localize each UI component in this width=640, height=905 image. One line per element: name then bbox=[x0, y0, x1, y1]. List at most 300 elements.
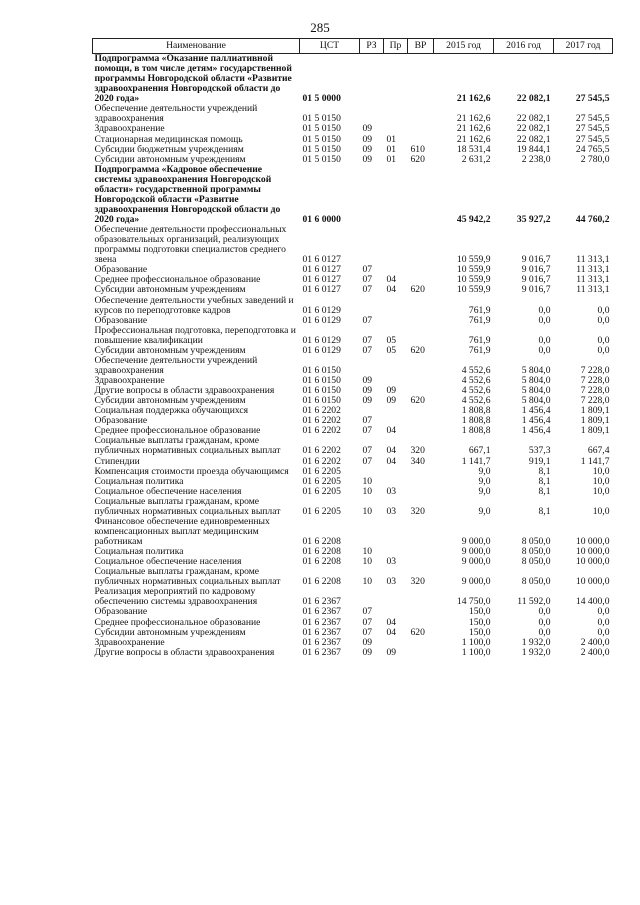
cell-2017: 14 400,0 bbox=[575, 596, 610, 608]
cell-2015: 21 162,6 bbox=[456, 133, 491, 145]
cell-pr bbox=[384, 587, 408, 607]
table-row bbox=[93, 356, 613, 376]
cell-pr: 01 bbox=[386, 133, 397, 145]
cell-vr: 340 bbox=[410, 455, 425, 467]
cell-2016: 5 804,0 bbox=[521, 385, 551, 397]
cell-name: Здравоохранение bbox=[94, 375, 165, 386]
cell-2015: 4 552,6 bbox=[461, 364, 491, 376]
cell-cst: 01 6 2367 bbox=[302, 596, 341, 608]
cell-2017: 10,0 bbox=[592, 505, 610, 517]
cell-vr bbox=[408, 165, 434, 225]
cell-name: Подпрограмма «Оказание паллиативной помощи, в том числе детям» государственной программы Новгородской области «Развитие здравоохранения Новгородской области до 2020 года» bbox=[94, 53, 292, 105]
cell-cst: 01 6 0150 bbox=[302, 364, 341, 376]
table-row bbox=[93, 497, 613, 517]
cell-pr bbox=[384, 165, 408, 225]
cell-vr bbox=[408, 124, 434, 134]
cell-2015: 2 631,2 bbox=[461, 153, 491, 165]
cell-2015: 1 100,0 bbox=[461, 646, 491, 658]
cell-name: Обеспечение деятельности учебных заведений и курсов по переподготовке кадров bbox=[94, 294, 294, 316]
cell-vr: 610 bbox=[410, 143, 425, 155]
cell-pr: 04 bbox=[386, 284, 397, 296]
table-body bbox=[93, 54, 613, 658]
cell-cst: 01 6 2208 bbox=[302, 546, 341, 558]
cell-rz: 07 bbox=[362, 425, 373, 437]
cell-vr bbox=[408, 416, 434, 426]
cell-cst: 01 5 0150 bbox=[302, 133, 341, 145]
cell-2017: 1 809,1 bbox=[580, 425, 610, 437]
cell-vr bbox=[408, 316, 434, 326]
cell-2017: 2 780,0 bbox=[580, 153, 610, 165]
cell-2017: 11 313,1 bbox=[576, 264, 610, 276]
cell-rz: 10 bbox=[362, 505, 373, 517]
cell-rz bbox=[360, 165, 384, 225]
cell-name: Среднее профессиональное образование bbox=[94, 425, 261, 437]
cell-cst: 01 6 0129 bbox=[302, 314, 341, 326]
cell-2016: 8 050,0 bbox=[521, 536, 551, 547]
page-number: 285 bbox=[310, 20, 330, 35]
cell-2015: 9 000,0 bbox=[461, 546, 491, 558]
table-row bbox=[93, 648, 613, 658]
cell-pr: 04 bbox=[386, 455, 397, 467]
cell-name: Образование bbox=[94, 314, 148, 326]
cell-2016: 9 016,7 bbox=[521, 274, 551, 286]
cell-2015: 4 552,6 bbox=[461, 395, 491, 407]
cell-pr: 03 bbox=[386, 505, 397, 517]
cell-2016: 919,1 bbox=[528, 455, 551, 467]
cell-2017: 10 000,0 bbox=[575, 546, 610, 558]
cell-cst: 01 6 0000 bbox=[302, 214, 341, 225]
cell-2017: 0,0 bbox=[597, 606, 610, 618]
cell-cst: 01 5 0150 bbox=[302, 153, 341, 165]
cell-rz: 07 bbox=[362, 415, 373, 427]
cell-pr bbox=[384, 517, 408, 547]
cell-cst: 01 6 0127 bbox=[302, 274, 341, 286]
cell-cst: 01 6 0150 bbox=[302, 395, 341, 407]
cell-name: Субсидии автономным учреждениям bbox=[94, 153, 246, 165]
cell-name: Социальные выплаты гражданам, кроме публичных нормативных социальных выплат bbox=[94, 495, 281, 517]
cell-cst: 01 6 2202 bbox=[302, 455, 341, 467]
cell-2016: 5 804,0 bbox=[521, 395, 551, 407]
cell-pr bbox=[384, 467, 408, 477]
cell-2017: 2 400,0 bbox=[580, 636, 610, 648]
table-row bbox=[93, 607, 613, 617]
cell-pr: 09 bbox=[386, 395, 397, 407]
table-header-row bbox=[93, 39, 613, 54]
cell-2016: 0,0 bbox=[538, 304, 551, 316]
cell-vr bbox=[408, 648, 434, 658]
cell-cst: 01 6 0127 bbox=[302, 264, 341, 276]
cell-vr bbox=[408, 557, 434, 567]
cell-2017: 11 313,1 bbox=[576, 284, 610, 296]
header-rz: РЗ bbox=[360, 39, 384, 54]
cell-pr: 03 bbox=[386, 576, 397, 588]
cell-name: Социальное обеспечение населения bbox=[94, 485, 242, 497]
cell-2015: 1 141,7 bbox=[461, 455, 491, 467]
table-row bbox=[93, 436, 613, 456]
cell-pr bbox=[384, 356, 408, 376]
cell-2015: 9,0 bbox=[478, 475, 491, 487]
cell-vr bbox=[408, 225, 434, 265]
cell-name: Субсидии автономным учреждениям bbox=[94, 344, 246, 356]
cell-2015: 761,9 bbox=[468, 314, 491, 326]
table-row bbox=[93, 567, 613, 587]
cell-cst: 01 6 2208 bbox=[302, 556, 341, 568]
cell-pr: 09 bbox=[386, 646, 397, 658]
cell-vr bbox=[408, 406, 434, 416]
cell-pr: 03 bbox=[386, 485, 397, 497]
cell-2015: 10 559,9 bbox=[456, 284, 491, 296]
cell-rz: 07 bbox=[362, 334, 373, 346]
cell-name: Реализация мероприятий по кадровому обеспечению системы здравоохранения bbox=[94, 586, 258, 608]
cell-name: Социальные выплаты гражданам, кроме публичных нормативных социальных выплат bbox=[94, 435, 281, 457]
cell-pr bbox=[384, 104, 408, 124]
cell-2015: 761,9 bbox=[468, 334, 491, 346]
cell-vr bbox=[408, 265, 434, 275]
table-row bbox=[93, 517, 613, 547]
cell-2015: 14 750,0 bbox=[456, 596, 491, 608]
cell-2017: 7 228,0 bbox=[580, 395, 610, 407]
cell-cst: 01 6 2208 bbox=[302, 576, 341, 588]
table-row bbox=[93, 225, 613, 265]
cell-rz: 07 bbox=[362, 314, 373, 326]
cell-vr bbox=[408, 326, 434, 346]
cell-cst: 01 6 2205 bbox=[302, 465, 341, 477]
table-row bbox=[93, 285, 613, 295]
cell-2016: 22 082,1 bbox=[516, 113, 551, 125]
cell-cst: 01 6 2367 bbox=[302, 646, 341, 658]
cell-2016: 1 456,4 bbox=[521, 405, 551, 417]
cell-2017: 10,0 bbox=[592, 485, 610, 497]
cell-2015: 10 559,9 bbox=[456, 264, 491, 276]
cell-rz: 10 bbox=[362, 485, 373, 497]
cell-vr bbox=[408, 467, 434, 477]
cell-2015: 9 000,0 bbox=[461, 576, 491, 588]
cell-2016: 0,0 bbox=[538, 314, 551, 326]
cell-2016: 8 050,0 bbox=[521, 556, 551, 568]
cell-2016: 8,1 bbox=[538, 485, 551, 497]
cell-rz: 09 bbox=[362, 395, 373, 407]
cell-rz bbox=[360, 587, 384, 607]
cell-pr: 05 bbox=[386, 344, 397, 356]
cell-rz bbox=[360, 104, 384, 124]
cell-2017: 27 545,5 bbox=[575, 93, 610, 105]
cell-2015: 761,9 bbox=[468, 344, 491, 356]
cell-vr bbox=[408, 547, 434, 557]
cell-pr: 01 bbox=[386, 143, 397, 155]
cell-rz: 07 bbox=[362, 626, 373, 638]
cell-2015: 4 552,6 bbox=[461, 375, 491, 386]
cell-2015: 9,0 bbox=[478, 465, 491, 477]
cell-vr: 620 bbox=[410, 153, 425, 165]
cell-2015: 9,0 bbox=[478, 485, 491, 497]
cell-cst: 01 6 2205 bbox=[302, 485, 341, 497]
cell-2017: 1 141,7 bbox=[580, 455, 610, 467]
cell-2015: 1 808,8 bbox=[461, 415, 491, 427]
table-row bbox=[93, 326, 613, 346]
cell-cst: 01 6 0127 bbox=[302, 284, 341, 296]
cell-cst: 01 6 0129 bbox=[302, 304, 341, 316]
cell-vr bbox=[408, 487, 434, 497]
cell-vr: 320 bbox=[410, 576, 425, 588]
cell-rz bbox=[360, 356, 384, 376]
cell-vr bbox=[408, 426, 434, 436]
table-row bbox=[93, 54, 613, 105]
cell-2016: 537,3 bbox=[528, 445, 551, 457]
cell-rz: 07 bbox=[362, 274, 373, 286]
cell-2015: 1 808,8 bbox=[461, 425, 491, 437]
cell-2015: 4 552,6 bbox=[461, 385, 491, 397]
cell-2016: 0,0 bbox=[538, 606, 551, 618]
cell-2015: 18 531,4 bbox=[456, 143, 491, 155]
cell-2015: 1 100,0 bbox=[461, 636, 491, 648]
cell-rz: 09 bbox=[362, 143, 373, 155]
cell-cst: 01 6 0129 bbox=[302, 344, 341, 356]
cell-rz: 09 bbox=[362, 123, 373, 135]
cell-rz: 09 bbox=[362, 153, 373, 165]
cell-pr bbox=[384, 607, 408, 617]
cell-2015: 150,0 bbox=[468, 616, 491, 628]
cell-2016: 22 082,1 bbox=[516, 93, 551, 105]
cell-name: Образование bbox=[94, 606, 148, 618]
cell-cst: 01 5 0150 bbox=[302, 113, 341, 125]
cell-2017: 0,0 bbox=[597, 314, 610, 326]
cell-rz: 09 bbox=[362, 646, 373, 658]
cell-vr bbox=[408, 376, 434, 386]
cell-2017: 0,0 bbox=[597, 304, 610, 316]
cell-pr bbox=[384, 124, 408, 134]
cell-2016: 1 456,4 bbox=[521, 415, 551, 427]
cell-rz bbox=[360, 296, 384, 316]
header-2016: 2016 год bbox=[494, 39, 554, 54]
cell-2017: 11 313,1 bbox=[576, 254, 610, 266]
cell-name: Здравоохранение bbox=[94, 636, 165, 648]
header-vr: ВР bbox=[408, 39, 434, 54]
cell-pr: 04 bbox=[386, 616, 397, 628]
cell-name: Образование bbox=[94, 264, 148, 276]
cell-cst: 01 6 2367 bbox=[302, 626, 341, 638]
cell-cst: 01 6 2367 bbox=[302, 636, 341, 648]
cell-pr: 05 bbox=[386, 334, 397, 346]
cell-cst: 01 6 0150 bbox=[302, 375, 341, 386]
cell-2017: 10 000,0 bbox=[575, 556, 610, 568]
cell-cst: 01 6 2202 bbox=[302, 405, 341, 417]
cell-2017: 7 228,0 bbox=[580, 385, 610, 397]
cell-rz: 09 bbox=[362, 133, 373, 145]
cell-2016: 5 804,0 bbox=[521, 375, 551, 386]
cell-cst: 01 6 2202 bbox=[302, 425, 341, 437]
cell-rz: 07 bbox=[362, 344, 373, 356]
cell-2017: 11 313,1 bbox=[576, 274, 610, 286]
cell-pr: 04 bbox=[386, 274, 397, 286]
cell-2015: 150,0 bbox=[468, 626, 491, 638]
cell-2016: 1 456,4 bbox=[521, 425, 551, 437]
cell-2015: 150,0 bbox=[468, 606, 491, 618]
cell-name: Обеспечение деятельности учреждений здравоохранения bbox=[94, 354, 258, 376]
cell-name: Подпрограмма «Кадровое обеспечение системы здравоохранения Новгородской области» государственной программы Новгородской области «Развитие здравоохранения Новгородской области до 2020 года» bbox=[94, 163, 281, 225]
cell-vr bbox=[408, 607, 434, 617]
cell-cst: 01 6 0129 bbox=[302, 334, 341, 346]
cell-2015: 761,9 bbox=[468, 304, 491, 316]
cell-name: Здравоохранение bbox=[94, 123, 165, 135]
cell-2016: 9 016,7 bbox=[521, 264, 551, 276]
cell-name: Социальное обеспечение населения bbox=[94, 556, 242, 568]
cell-2015: 21 162,6 bbox=[456, 123, 491, 135]
cell-pr bbox=[384, 54, 408, 105]
cell-rz: 07 bbox=[362, 455, 373, 467]
cell-2016: 8 050,0 bbox=[521, 546, 551, 558]
table-row bbox=[93, 587, 613, 607]
cell-pr bbox=[384, 316, 408, 326]
cell-rz: 10 bbox=[362, 556, 373, 568]
cell-rz bbox=[360, 517, 384, 547]
cell-2017: 27 545,5 bbox=[575, 123, 610, 135]
cell-2016: 0,0 bbox=[538, 334, 551, 346]
cell-cst: 01 5 0150 bbox=[302, 143, 341, 155]
cell-pr bbox=[384, 406, 408, 416]
cell-vr bbox=[408, 517, 434, 547]
cell-2017: 0,0 bbox=[597, 334, 610, 346]
cell-pr bbox=[384, 225, 408, 265]
cell-rz: 09 bbox=[362, 375, 373, 386]
cell-2016: 35 927,2 bbox=[516, 214, 551, 225]
cell-rz: 10 bbox=[362, 576, 373, 588]
cell-name: Субсидии бюджетным учреждениям bbox=[94, 143, 244, 155]
cell-2015: 9 000,0 bbox=[461, 536, 491, 547]
cell-cst: 01 6 2202 bbox=[302, 445, 341, 457]
cell-rz: 09 bbox=[362, 636, 373, 648]
cell-2016: 11 592,0 bbox=[517, 596, 551, 608]
cell-vr bbox=[408, 638, 434, 648]
cell-2016: 5 804,0 bbox=[521, 364, 551, 376]
cell-name: Профессиональная подготовка, переподготовка и повышение квалификации bbox=[94, 324, 296, 346]
cell-vr: 620 bbox=[410, 626, 425, 638]
cell-2016: 9 016,7 bbox=[521, 284, 551, 296]
cell-2017: 44 760,2 bbox=[575, 214, 610, 225]
cell-2017: 10,0 bbox=[592, 475, 610, 487]
cell-cst: 01 5 0000 bbox=[302, 93, 341, 105]
cell-2015: 9,0 bbox=[478, 505, 491, 517]
cell-name: Социальная политика bbox=[94, 475, 184, 487]
cell-pr bbox=[384, 296, 408, 316]
table-row bbox=[93, 124, 613, 134]
cell-name: Субсидии автономным учреждениям bbox=[94, 284, 246, 296]
cell-cst: 01 5 0150 bbox=[302, 123, 341, 135]
cell-2016: 8,1 bbox=[538, 465, 551, 477]
cell-2015: 667,1 bbox=[468, 445, 491, 457]
cell-pr: 04 bbox=[386, 425, 397, 437]
cell-2016: 22 082,1 bbox=[516, 123, 551, 135]
cell-rz: 07 bbox=[362, 284, 373, 296]
cell-cst: 01 6 2208 bbox=[302, 536, 341, 547]
cell-2017: 27 545,5 bbox=[575, 113, 610, 125]
cell-name: Субсидии автономным учреждениям bbox=[94, 626, 246, 638]
cell-2015: 10 559,9 bbox=[456, 274, 491, 286]
cell-name: Социальные выплаты гражданам, кроме публичных нормативных социальных выплат bbox=[94, 566, 281, 588]
cell-rz: 07 bbox=[362, 264, 373, 276]
cell-name: Стипендии bbox=[94, 455, 140, 467]
header-2015: 2015 год bbox=[434, 39, 494, 54]
cell-vr bbox=[408, 104, 434, 124]
cell-vr: 620 bbox=[410, 395, 425, 407]
cell-2017: 1 809,1 bbox=[580, 415, 610, 427]
cell-vr bbox=[408, 477, 434, 487]
cell-name: Другие вопросы в области здравоохранения bbox=[94, 646, 275, 658]
cell-2015: 1 808,8 bbox=[461, 405, 491, 417]
cell-name: Обеспечение деятельности учреждений здравоохранения bbox=[94, 103, 258, 125]
cell-2017: 7 228,0 bbox=[580, 364, 610, 376]
cell-vr: 620 bbox=[410, 344, 425, 356]
cell-2016: 8,1 bbox=[538, 475, 551, 487]
cell-2017: 0,0 bbox=[597, 344, 610, 356]
cell-name: Социальная поддержка обучающихся bbox=[94, 405, 249, 417]
cell-vr: 320 bbox=[410, 445, 425, 457]
cell-2016: 0,0 bbox=[538, 616, 551, 628]
cell-2017: 1 809,1 bbox=[580, 405, 610, 417]
cell-2017: 27 545,5 bbox=[575, 133, 610, 145]
cell-vr: 620 bbox=[410, 284, 425, 296]
cell-2016: 8 050,0 bbox=[521, 576, 551, 588]
table-row bbox=[93, 296, 613, 316]
cell-vr: 320 bbox=[410, 505, 425, 517]
cell-rz: 07 bbox=[362, 445, 373, 457]
cell-cst: 01 6 2367 bbox=[302, 606, 341, 618]
cell-2016: 8,1 bbox=[538, 505, 551, 517]
cell-name: Другие вопросы в области здравоохранения bbox=[94, 385, 275, 397]
cell-cst: 01 6 2202 bbox=[302, 415, 341, 427]
cell-2016: 0,0 bbox=[538, 344, 551, 356]
cell-vr bbox=[408, 296, 434, 316]
cell-rz: 09 bbox=[362, 385, 373, 397]
cell-2015: 45 942,2 bbox=[456, 214, 491, 225]
header-pr: Пр bbox=[384, 39, 408, 54]
cell-pr: 01 bbox=[386, 153, 397, 165]
cell-2017: 7 228,0 bbox=[580, 375, 610, 386]
table-row bbox=[93, 165, 613, 225]
cell-vr bbox=[408, 587, 434, 607]
header-cst: ЦСТ bbox=[300, 39, 360, 54]
cell-2017: 10 000,0 bbox=[575, 576, 610, 588]
cell-2016: 9 016,7 bbox=[521, 254, 551, 266]
header-name: Наименование bbox=[93, 39, 300, 54]
cell-2016: 22 082,1 bbox=[516, 133, 551, 145]
cell-2017: 0,0 bbox=[597, 616, 610, 628]
cell-2015: 9 000,0 bbox=[461, 556, 491, 568]
cell-rz bbox=[360, 225, 384, 265]
cell-name: Среднее профессиональное образование bbox=[94, 274, 261, 286]
cell-2016: 19 844,1 bbox=[516, 143, 551, 155]
cell-name: Социальная политика bbox=[94, 546, 184, 558]
cell-pr: 09 bbox=[386, 385, 397, 397]
cell-rz: 07 bbox=[362, 616, 373, 628]
cell-name: Среднее профессиональное образование bbox=[94, 616, 261, 628]
cell-2017: 667,4 bbox=[587, 445, 610, 457]
cell-2016: 2 238,0 bbox=[521, 153, 551, 165]
cell-cst: 01 6 2205 bbox=[302, 505, 341, 517]
cell-rz: 07 bbox=[362, 606, 373, 618]
cell-name: Субсидии автономным учреждениям bbox=[94, 395, 246, 407]
cell-rz bbox=[360, 54, 384, 105]
cell-name: Компенсация стоимости проезда обучающимся bbox=[94, 465, 289, 477]
cell-name: Финансовое обеспечение единовременных компенсационных выплат медицинским работникам bbox=[94, 515, 270, 547]
header-2017: 2017 год bbox=[554, 39, 613, 54]
cell-name: Стационарная медицинская помощь bbox=[94, 133, 243, 145]
cell-name: Обеспечение деятельности профессиональных образовательных организаций, реализующих программы подготовки специалистов среднего звена bbox=[94, 224, 287, 266]
cell-2015: 21 162,6 bbox=[456, 113, 491, 125]
cell-2017: 24 765,5 bbox=[575, 143, 610, 155]
table-row bbox=[93, 104, 613, 124]
cell-2015: 21 162,6 bbox=[456, 93, 491, 105]
budget-table bbox=[92, 38, 613, 658]
